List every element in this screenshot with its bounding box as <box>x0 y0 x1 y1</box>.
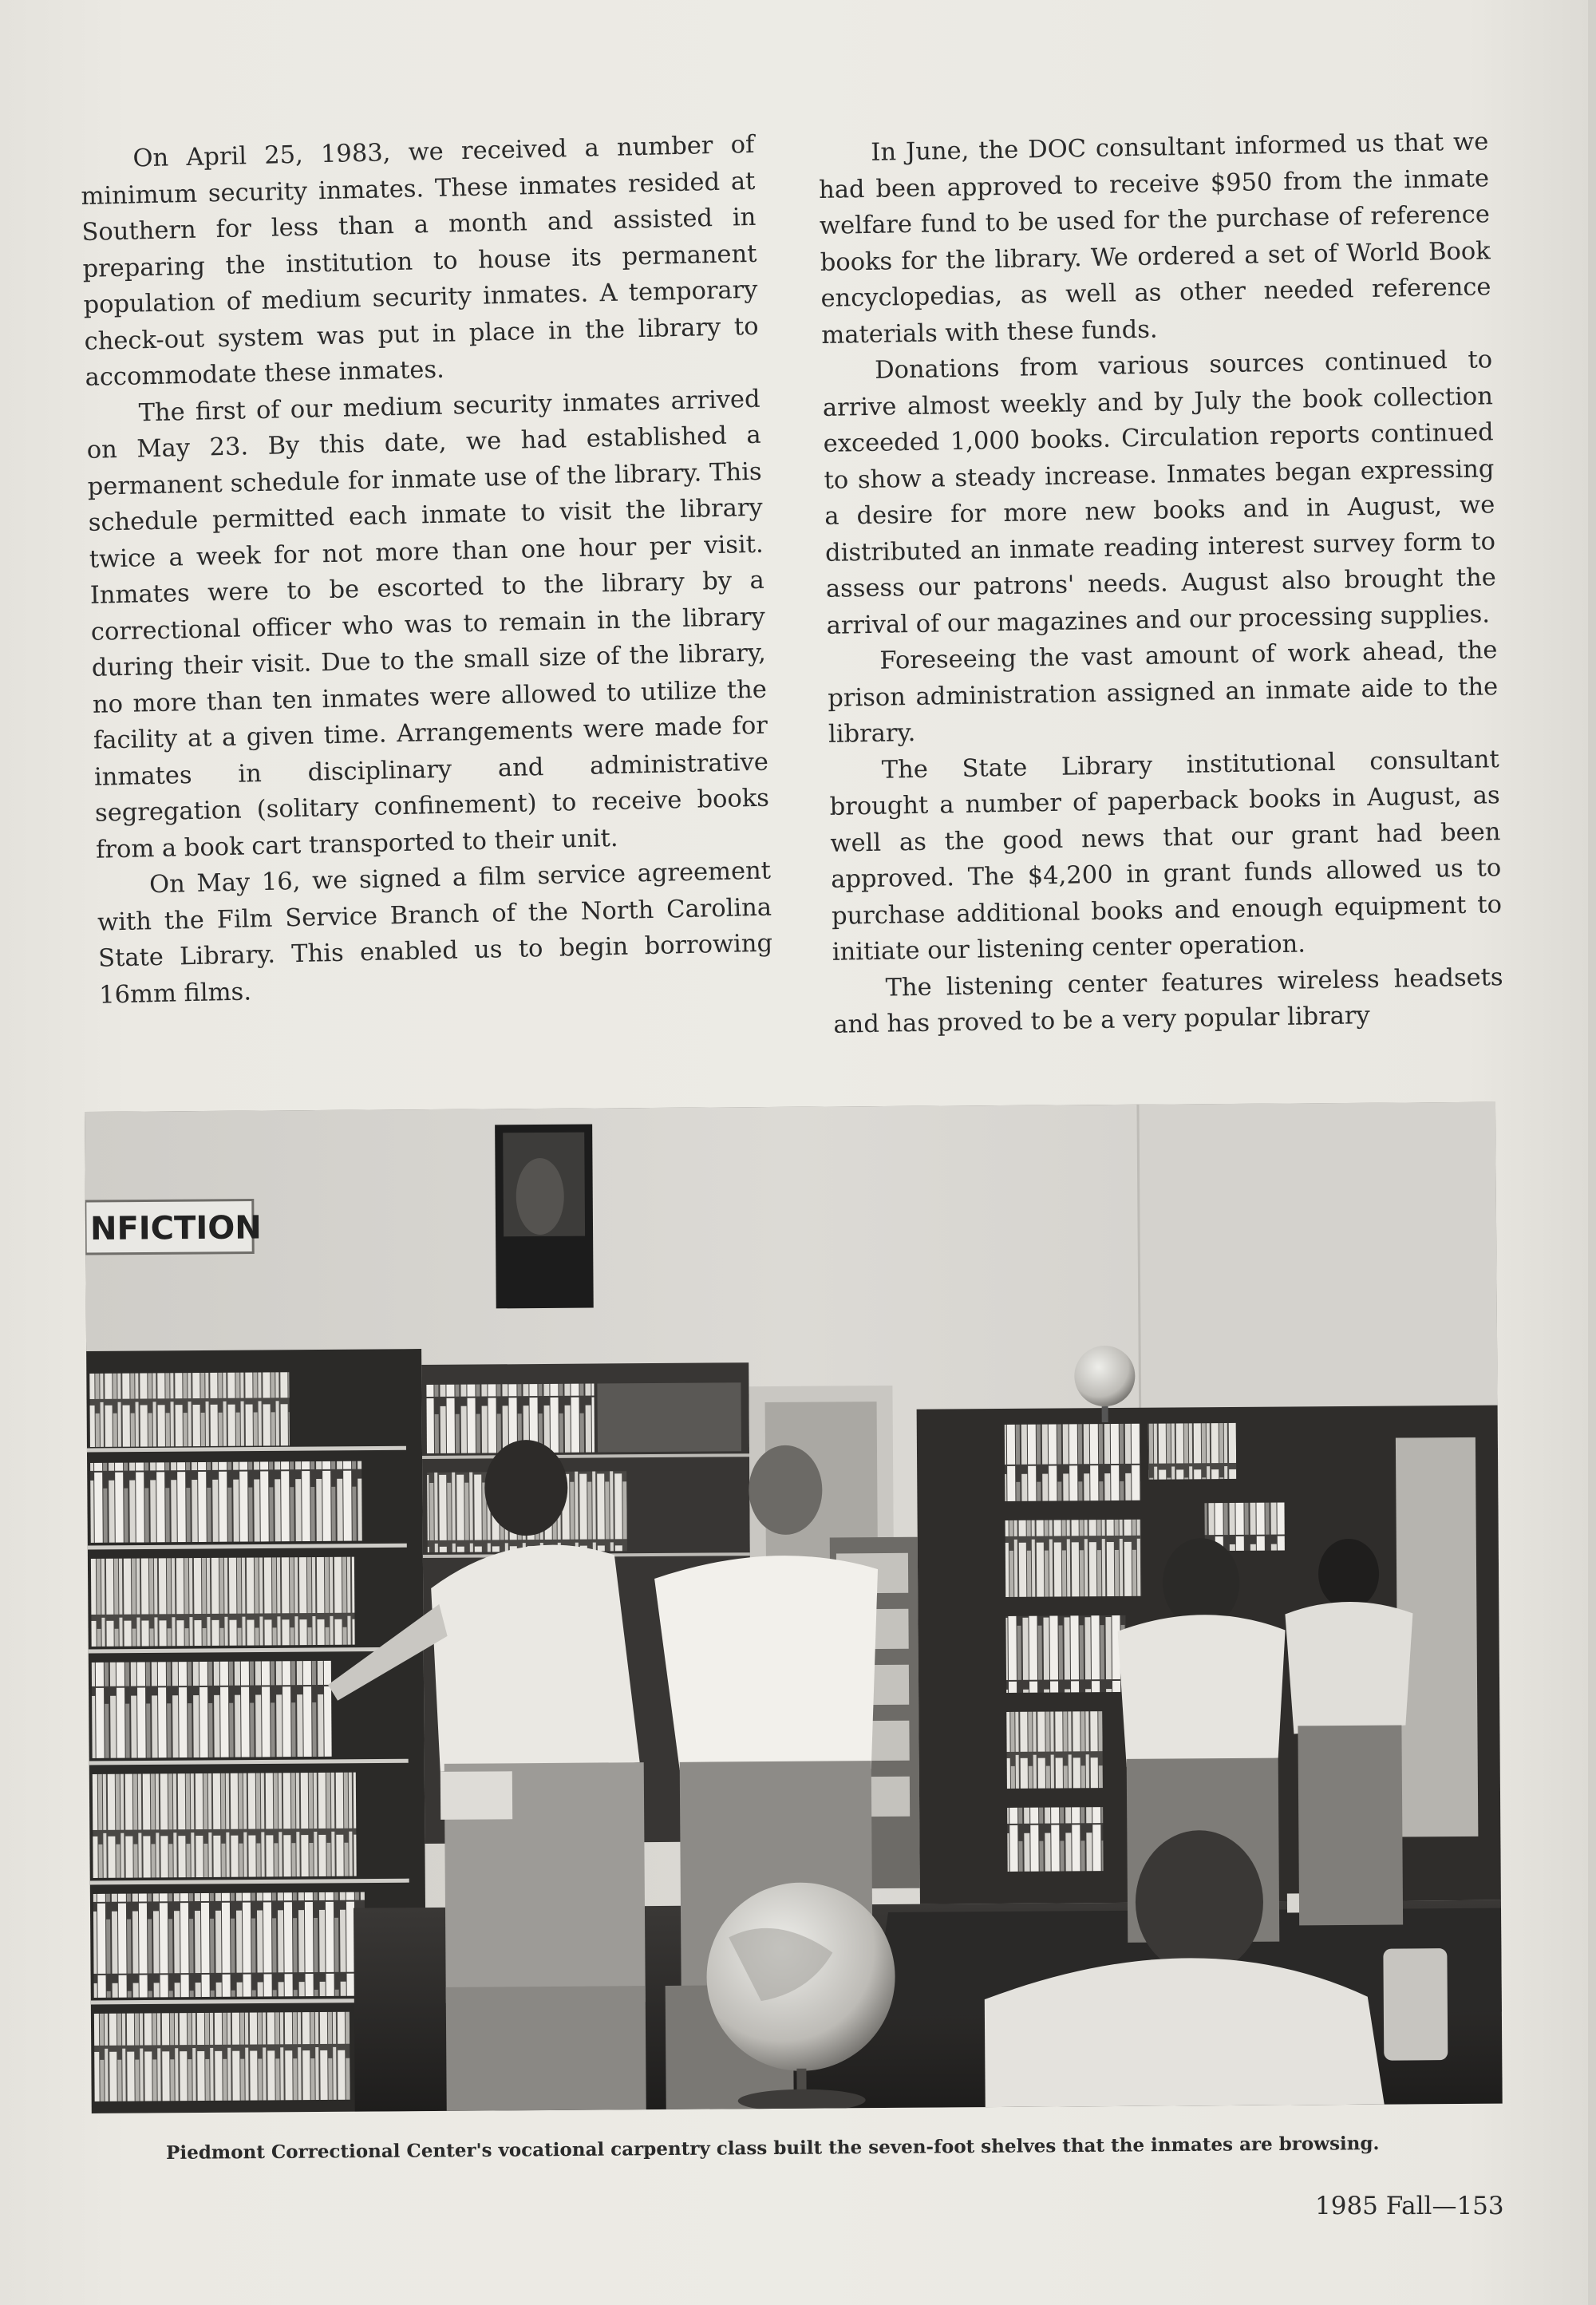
nonfiction-sign: NFICTION <box>89 1209 262 1247</box>
left-column <box>80 127 774 1014</box>
page-folio: 1985 Fall—153 <box>1315 2192 1504 2220</box>
paragraph: In June, the DOC consultant informed us that we had been approved to receive $950 from the inmate welfare fund to be used for the purchase of reference books for the library. We ordered a set of World Book encyclopedias, as well as other needed reference materials with these funds. <box>818 128 1491 350</box>
paragraph: On May 16, we signed a film service agreement with the Film Service Branch of the North Carolina State Library. This enabled us to begin borrowing 16mm films. <box>97 856 773 1010</box>
page-edge-shadow <box>1588 0 1596 2305</box>
paragraph: Donations from various sources continued to arrive almost weekly and by July the book collection exceeded 1,000 books. Circulation reports continued to show a steady increase. Inmates began expressing a desire for more new books and in August, we distributed an inmate reading interest survey form to assess our patrons' needs. August also brought the arrival of our magazines and our processing supplies. <box>822 346 1497 640</box>
right-column <box>818 124 1504 1043</box>
paragraph: Foreseeing the vast amount of work ahead, the prison administration assigned an inmate aide to the library. <box>827 636 1499 749</box>
paragraph: The listening center features wireless headsets and has proved to be a very popular library <box>833 963 1503 1039</box>
paragraph: The State Library institutional consultant brought a number of paperback books in August, as well as the good news that our grant had been approved. The $4,200 in grant funds allowed us to purchase additional books and enough equipment to initiate our listening center operation. <box>829 745 1503 967</box>
paragraph: On April 25, 1983, we received a number of minimum security inmates. These inmates resided at Southern for less than a month and assisted in preparing the institution to house its permanent population of medium security inmates. A temporary check-out system was put in place in the library to accommodate these inmates. <box>81 130 759 392</box>
photo-caption: Piedmont Correctional Center's vocational carpentry class built the seven-foot shelves that the inmates are browsing. <box>166 2133 1380 2164</box>
library-photo <box>85 1102 1503 2113</box>
paragraph: The first of our medium security inmates arrived on May 23. By this date, we had established a permanent schedule for inmate use of the library. This schedule permitted each inmate to visit the library twice a week for not more than one hour per visit. Inmates were to be escorted to the library by a correctional officer who was to remain in the library during their visit. Due to the small size of the library, no more than ten inmates were allowed to utilize the facility at a given time. Arrangements were made for inmates in disciplinary and administrative segregation (solitary confinement) to receive books from a book cart transported to their unit. <box>86 385 770 864</box>
